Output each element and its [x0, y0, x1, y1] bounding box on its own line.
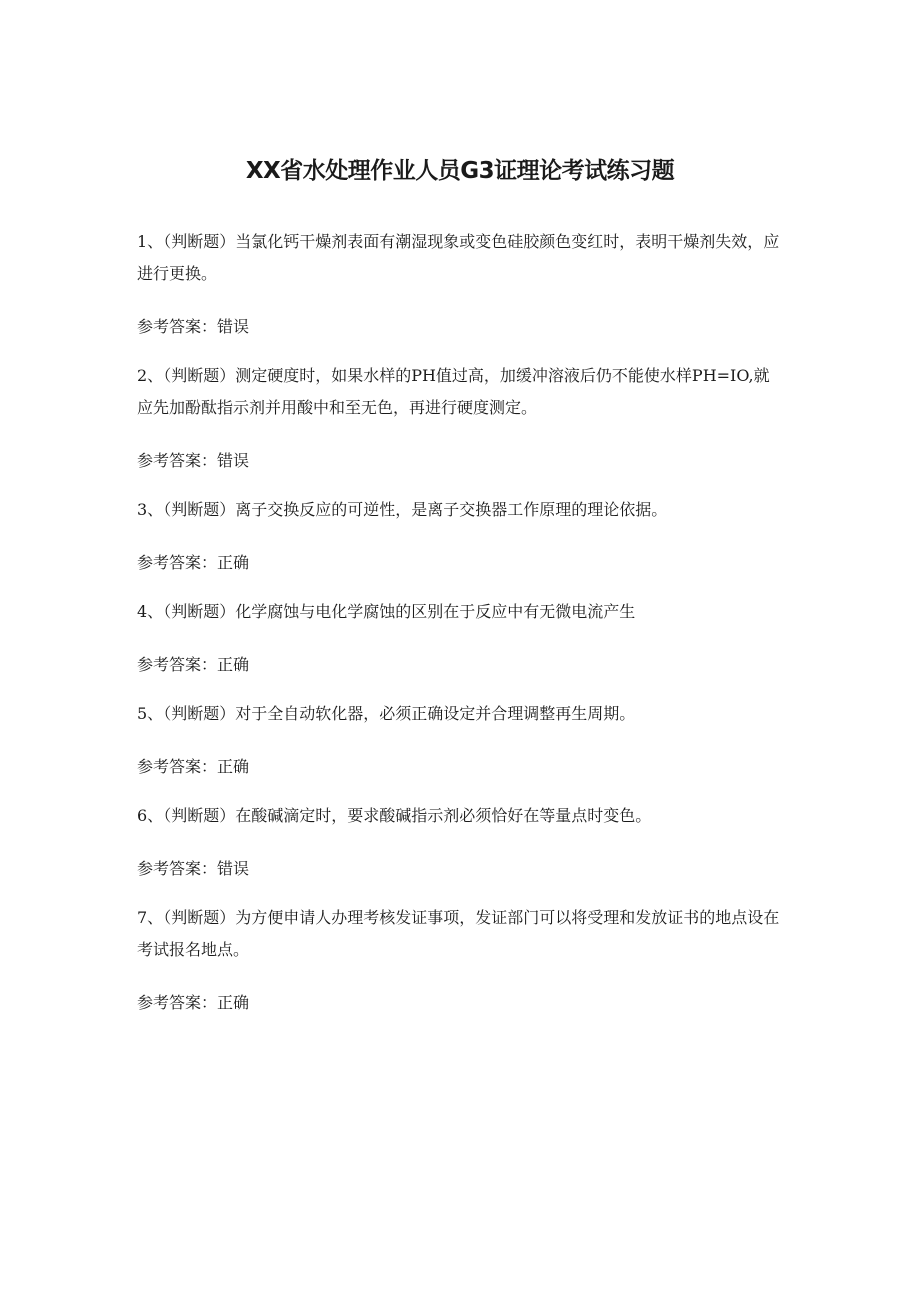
question-type: （判断题） [163, 908, 236, 927]
answer-line [137, 445, 783, 477]
question-text-block [137, 226, 783, 290]
question-number: 5、 [137, 704, 164, 723]
question-type: （判断题） [163, 232, 236, 251]
question-text-block [137, 800, 783, 832]
answer-label: 参考答案： [137, 451, 218, 470]
question-number: 4、 [137, 602, 164, 621]
question-number: 3、 [137, 500, 164, 519]
question-item [137, 800, 783, 885]
question-item [137, 902, 783, 1019]
question-text: 在酸碱滴定时，要求酸碱指示剂必须恰好在等量点时变色。 [235, 806, 652, 825]
answer-value: 正确 [217, 553, 250, 572]
question-item [137, 226, 783, 343]
answer-label: 参考答案： [137, 317, 218, 336]
answer-line [137, 311, 783, 343]
question-number: 6、 [137, 806, 164, 825]
question-text-block [137, 494, 783, 526]
question-number: 2、 [137, 366, 164, 385]
answer-value: 错误 [217, 451, 250, 470]
answer-label: 参考答案： [137, 993, 218, 1012]
question-text-block [137, 596, 783, 628]
question-item [137, 698, 783, 783]
answer-line [137, 547, 783, 579]
question-text-block [137, 698, 783, 730]
page-title: XX省水处理作业人员G3证理论考试练习题 [245, 158, 675, 184]
answer-label: 参考答案： [137, 553, 218, 572]
question-text: 测定硬度时，如果水样的PH值过高，加缓冲溶液后仍不能使水样PH=IO,就应先加酚酞指示剂并用酸中和至无色，再进行硬度测定。 [137, 366, 770, 417]
answer-value: 正确 [217, 655, 250, 674]
question-list [137, 226, 783, 1036]
question-item [137, 360, 783, 477]
answer-label: 参考答案： [137, 757, 218, 776]
question-text: 离子交换反应的可逆性，是离子交换器工作原理的理论依据。 [235, 500, 668, 519]
answer-label: 参考答案： [137, 859, 218, 878]
question-type: （判断题） [163, 500, 236, 519]
answer-value: 错误 [217, 317, 250, 336]
question-type: （判断题） [163, 366, 236, 385]
answer-line [137, 853, 783, 885]
question-number: 7、 [137, 908, 164, 927]
question-number: 1、 [137, 232, 164, 251]
answer-value: 错误 [217, 859, 250, 878]
question-type: （判断题） [163, 806, 236, 825]
answer-line [137, 987, 783, 1019]
question-type: （判断题） [163, 704, 236, 723]
question-text: 为方便申请人办理考核发证事项，发证部门可以将受理和发放证书的地点设在考试报名地点。 [137, 908, 780, 959]
question-item [137, 494, 783, 579]
question-text: 当氯化钙干燥剂表面有潮湿现象或变色硅胶颜色变红时，表明干燥剂失效，应进行更换。 [137, 232, 780, 283]
answer-value: 正确 [217, 757, 250, 776]
answer-value: 正确 [217, 993, 250, 1012]
answer-label: 参考答案： [137, 655, 218, 674]
question-text: 化学腐蚀与电化学腐蚀的区别在于反应中有无微电流产生 [235, 602, 636, 621]
answer-line [137, 649, 783, 681]
question-text-block [137, 902, 783, 966]
question-type: （判断题） [163, 602, 236, 621]
question-text: 对于全自动软化器，必须正确设定并合理调整再生周期。 [235, 704, 636, 723]
question-item [137, 596, 783, 681]
answer-line [137, 751, 783, 783]
question-text-block [137, 360, 783, 424]
